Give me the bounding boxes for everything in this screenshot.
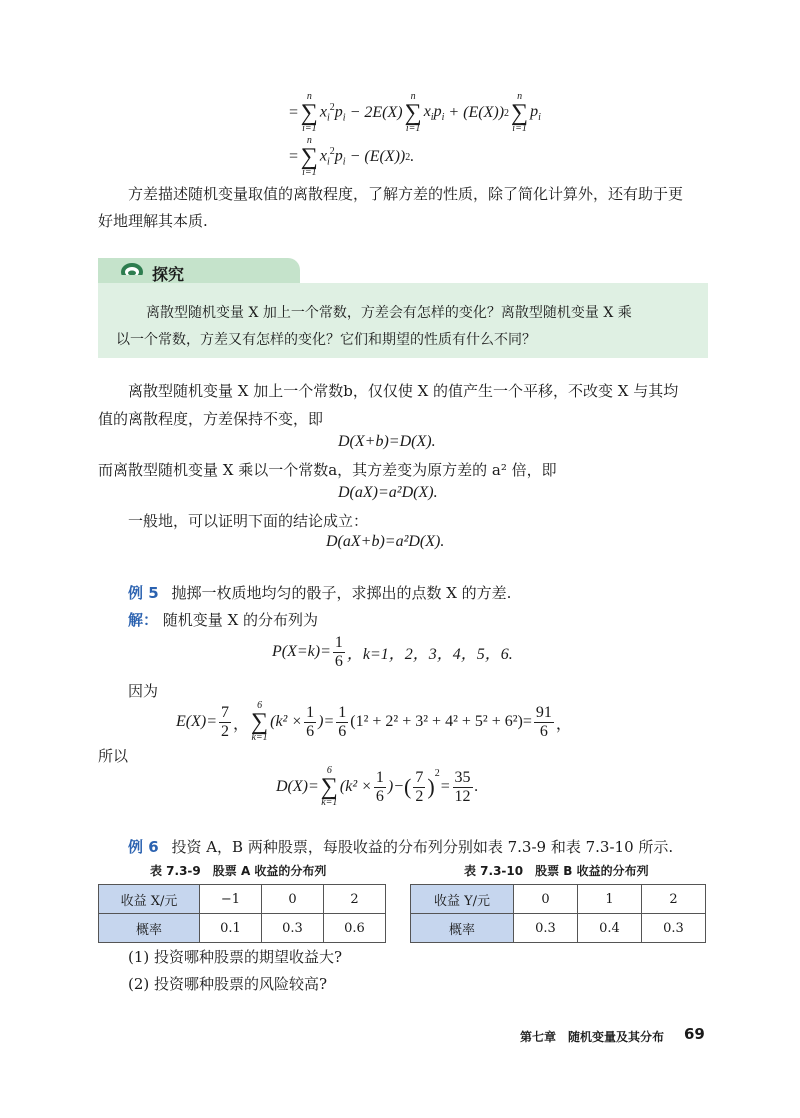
solution-line — [128, 609, 318, 630]
distribution-formula: P(X=k)= $\frac{1}{6}$ ，k=1，2，3，4，5，6. — [272, 633, 513, 670]
equation-2: D(aX)=a²D(X). — [338, 484, 438, 501]
therefore-text: 所以 — [98, 747, 129, 765]
table-row — [411, 885, 706, 914]
table-row — [411, 914, 706, 943]
solution-text: 随机变量 X 的分布列为 — [162, 611, 319, 629]
question-2: (2) 投资哪种股票的风险较高? — [128, 975, 328, 993]
explore-text-line-2: 以一个常数，方差又有怎样的变化？它们和期望的性质有什么不同？ — [116, 332, 536, 348]
explore-icon — [120, 261, 144, 283]
body-para-2: 而离散型随机变量 X 乘以一个常数a，其方差变为原方差的 a² 倍，即 — [98, 461, 557, 479]
term-x-p: $x_ip_i$ — [423, 102, 445, 124]
derivation-line-1: = n ∑ i=1 $x_i^2p_i$ − 2E(X) n ∑ i=1 $x_ip_i$ + (E(X)) 2 n ∑ i=1 $p_i$ — [288, 90, 541, 135]
minus-sign: − — [349, 148, 361, 165]
table-cell: 0.6 — [324, 914, 386, 943]
table-stock-b — [410, 884, 706, 943]
body-para-1-line-1: 离散型随机变量 X 加上一个常数b，仅仅使 X 的值产生一个平移，不改变 X 与其均 — [128, 382, 679, 400]
solution-label: 解： — [128, 611, 159, 629]
example-6-label: 例 6 — [128, 838, 159, 856]
minus-sign: − — [349, 104, 361, 121]
page-number: 69 — [684, 1025, 705, 1043]
table-row — [99, 914, 386, 943]
table-cell: 0.1 — [200, 914, 262, 943]
equals-sign: = — [288, 148, 299, 165]
explore-text-line-1: 离散型随机变量 X 加上一个常数，方差会有怎样的变化？离散型随机变量 X 乘 — [146, 305, 632, 321]
expectation-formula: E(X)= $\frac{7}{2}$ ， 6 ∑ k=1 (k² × $\frac{1}{6}$ )= $\frac{1}{6}$ (1² + 2² + 3² + 4² + 5² + 6²)= $\frac{91}{6}$ ， — [176, 699, 572, 744]
table-cell: 概率 — [411, 914, 514, 943]
table-row — [99, 885, 386, 914]
term-x-squared-p: $x_i^2p_i$ — [319, 146, 346, 168]
footer-chapter: 第七章 随机变量及其分布 — [520, 1030, 665, 1044]
example-5-heading — [128, 582, 511, 603]
example-5-label: 例 5 — [128, 584, 159, 602]
table-cell: 0 — [514, 885, 578, 914]
sum-symbol: n ∑ i=1 — [404, 90, 422, 135]
sum-symbol: n ∑ i=1 — [300, 90, 318, 135]
sum-symbol: n ∑ i=1 — [300, 134, 318, 179]
example-6-heading — [128, 836, 673, 857]
derivation-line-2: = n ∑ i=1 $x_i^2p_i$ − (E(X)) 2 . — [288, 134, 415, 179]
term-p: $p_i$ — [530, 102, 541, 124]
term-ex-squared: (E(X)) — [463, 104, 505, 121]
term-2ex: 2E(X) — [364, 104, 403, 121]
sum-symbol: n ∑ i=1 — [511, 90, 529, 135]
equation-1: D(X+b)=D(X). — [338, 433, 436, 450]
variance-formula: D(X)= 6 ∑ k=1 (k² × $\frac{1}{6}$ )− ( $\frac{7}{2}$ ) $^2$ = $\frac{35}{12}$ . — [276, 764, 479, 809]
body-para-1-line-2: 值的离散程度，方差保持不变，即 — [98, 410, 324, 428]
table-cell: 0.3 — [514, 914, 578, 943]
question-1: (1) 投资哪种股票的期望收益大? — [128, 948, 343, 966]
example-6-text: 投资 A，B 两种股票，每股收益的分布列分别如表 7.3-9 和表 7.3-10 所示. — [171, 838, 674, 856]
plus-sign: + — [448, 104, 460, 121]
table-cell: 收益 Y/元 — [411, 885, 514, 914]
table-cell: 0 — [262, 885, 324, 914]
term-x-squared-p: $x_i^2p_i$ — [319, 102, 346, 124]
table-cell: 收益 X/元 — [99, 885, 200, 914]
table-cell: −1 — [200, 885, 262, 914]
variance-paragraph-line-1: 方差描述随机变量取值的离散程度，了解方差的性质，除了简化计算外，还有助于更 — [128, 185, 684, 203]
table-a-caption: 表 7.3-9 股票 A 收益的分布列 — [150, 864, 327, 878]
table-b-caption: 表 7.3-10 股票 B 收益的分布列 — [464, 864, 649, 878]
table-stock-a — [98, 884, 386, 943]
table-cell: 2 — [324, 885, 386, 914]
table-cell: 2 — [642, 885, 706, 914]
variance-paragraph-line-2: 好地理解其本质. — [98, 212, 208, 230]
table-cell: 概率 — [99, 914, 200, 943]
term-ex-squared: (E(X)) — [364, 148, 406, 165]
table-cell: 0.4 — [578, 914, 642, 943]
body-para-3: 一般地，可以证明下面的结论成立： — [128, 512, 369, 530]
equals-sign: = — [288, 104, 299, 121]
explore-title: 探究 — [152, 265, 185, 284]
table-cell: 0.3 — [262, 914, 324, 943]
table-cell: 0.3 — [642, 914, 706, 943]
equation-3: D(aX+b)=a²D(X). — [326, 533, 445, 550]
table-cell: 1 — [578, 885, 642, 914]
example-5-text: 抛掷一枚质地均匀的骰子，求掷出的点数 X 的方差. — [171, 584, 512, 602]
because-text: 因为 — [128, 682, 159, 700]
